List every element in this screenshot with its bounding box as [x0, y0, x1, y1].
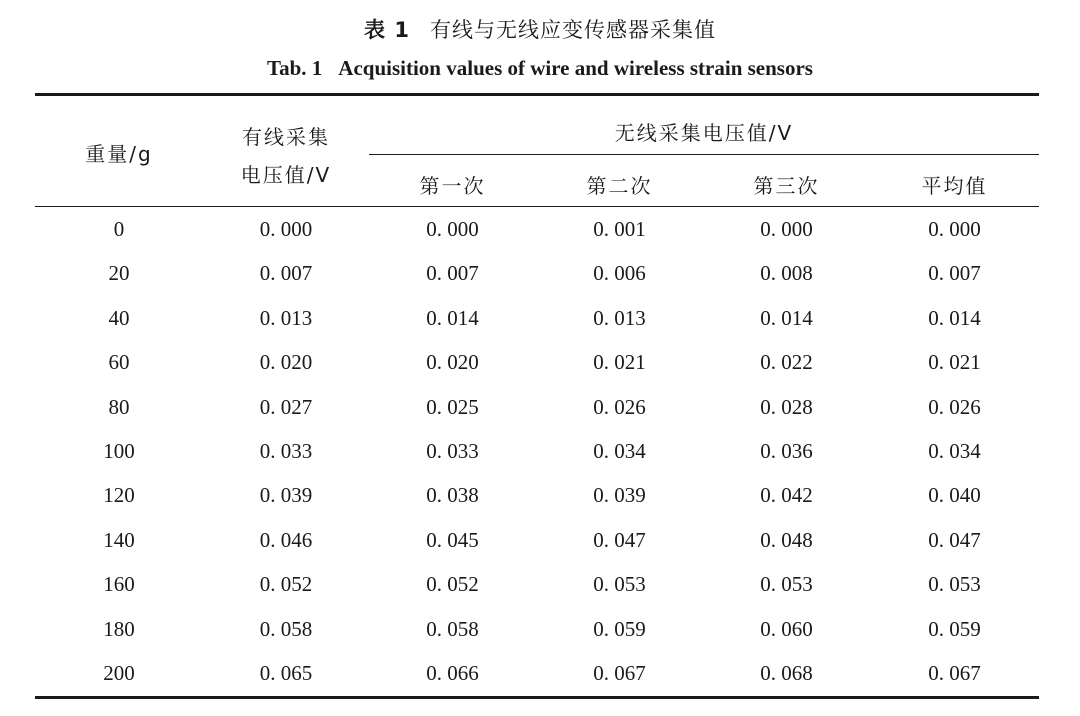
cell-weight: 20 — [108, 261, 130, 286]
cell-wireless-average: 0. 034 — [928, 438, 981, 463]
table-row — [35, 651, 1039, 695]
table-row — [35, 473, 1039, 517]
caption-english — [0, 56, 1080, 81]
cell-wireless-first: 0. 000 — [426, 217, 479, 241]
cell-wireless-first: 0. 038 — [426, 483, 479, 508]
cell-wireless-average: 0. 014 — [928, 305, 981, 330]
cell-wireless-third: 0. 008 — [760, 261, 813, 286]
cell-wireless-second: 0. 053 — [593, 572, 646, 597]
cell-wireless-second: 0. 059 — [593, 616, 646, 641]
table-row — [35, 518, 1039, 562]
cell-weight: 180 — [103, 616, 135, 641]
cell-wireless-third: 0. 042 — [760, 483, 813, 508]
cell-wireless-average: 0. 053 — [928, 572, 981, 597]
header-wireless-group: 无线采集电压值/V — [614, 121, 794, 145]
table-row — [35, 296, 1039, 340]
cell-weight: 80 — [108, 394, 130, 419]
caption-chinese — [0, 14, 1080, 44]
cell-wired: 0. 007 — [259, 261, 313, 286]
cell-wireless-first: 0. 025 — [426, 394, 479, 419]
cell-weight: 140 — [103, 527, 135, 552]
header-weight: 重量/g — [85, 142, 153, 166]
header-wired-line2: 电压值/V — [240, 163, 332, 187]
cell-weight: 100 — [103, 438, 135, 463]
cell-wireless-average: 0. 007 — [928, 261, 981, 286]
cell-wireless-second: 0. 026 — [593, 394, 646, 419]
caption-en-title: Acquisition values of wire and wireless strain sensors — [338, 56, 813, 80]
caption-cn-title: 有线与无线应变传感器采集值 — [429, 18, 716, 42]
cell-wireless-average: 0. 059 — [928, 616, 981, 641]
cell-wired: 0. 046 — [259, 527, 313, 552]
cell-wireless-second: 0. 006 — [593, 261, 646, 286]
cell-wireless-second: 0. 034 — [593, 438, 646, 463]
cell-wireless-first: 0. 007 — [426, 261, 479, 286]
table-row — [35, 607, 1039, 651]
cell-weight: 160 — [103, 572, 135, 597]
cell-wired: 0. 052 — [259, 572, 313, 597]
cell-wireless-average: 0. 047 — [928, 527, 981, 552]
cell-wireless-third: 0. 022 — [760, 350, 813, 375]
cell-wireless-third: 0. 053 — [760, 572, 813, 597]
cell-wireless-average: 0. 067 — [928, 660, 981, 685]
cell-weight: 120 — [103, 483, 135, 508]
cell-wireless-average: 0. 021 — [928, 350, 981, 375]
table-row — [35, 340, 1039, 384]
cell-wired: 0. 020 — [259, 350, 313, 375]
cell-wired: 0. 027 — [259, 394, 313, 419]
caption-en-number: Tab. 1 — [267, 56, 323, 80]
header-wireless-second: 第二次 — [586, 174, 653, 198]
cell-wireless-first: 0. 033 — [426, 438, 479, 463]
cell-wireless-second: 0. 021 — [593, 350, 646, 375]
header-wireless-average: 平均值 — [921, 174, 988, 198]
cell-wireless-first: 0. 020 — [426, 350, 479, 375]
cell-wireless-third: 0. 000 — [760, 217, 813, 241]
cell-wireless-third: 0. 068 — [760, 660, 813, 685]
cell-wireless-second: 0. 013 — [593, 305, 646, 330]
cell-weight: 40 — [108, 305, 130, 330]
cell-wireless-second: 0. 067 — [593, 660, 646, 685]
cell-weight: 60 — [108, 350, 130, 375]
cell-wireless-third: 0. 060 — [760, 616, 813, 641]
caption-cn-number: 表 1 — [364, 18, 410, 42]
cell-wired: 0. 000 — [259, 217, 313, 241]
cell-wireless-first: 0. 014 — [426, 305, 479, 330]
cell-weight: 0 — [113, 217, 125, 241]
header-wireless-third: 第三次 — [753, 174, 820, 198]
cell-wireless-second: 0. 039 — [593, 483, 646, 508]
table-row — [35, 251, 1039, 295]
header-wireless-first: 第一次 — [419, 174, 486, 198]
cell-wireless-first: 0. 045 — [426, 527, 479, 552]
cell-wireless-first: 0. 058 — [426, 616, 479, 641]
wireless-group-rule — [369, 154, 1039, 155]
table-row — [35, 207, 1039, 251]
table-body — [35, 207, 1039, 695]
cell-wireless-average: 0. 000 — [928, 217, 981, 241]
cell-wired: 0. 065 — [259, 660, 313, 685]
cell-wired: 0. 033 — [259, 438, 313, 463]
cell-wireless-average: 0. 026 — [928, 394, 981, 419]
cell-wireless-second: 0. 001 — [593, 217, 646, 241]
header-wired-line1: 有线采集 — [242, 125, 330, 149]
table-row — [35, 385, 1039, 429]
cell-wireless-third: 0. 048 — [760, 527, 813, 552]
cell-wireless-third: 0. 036 — [760, 438, 813, 463]
cell-wired: 0. 039 — [259, 483, 313, 508]
cell-wired: 0. 013 — [259, 305, 313, 330]
cell-wireless-third: 0. 014 — [760, 305, 813, 330]
table-row — [35, 562, 1039, 606]
cell-wireless-third: 0. 028 — [760, 394, 813, 419]
table-row — [35, 429, 1039, 473]
cell-wired: 0. 058 — [259, 616, 313, 641]
cell-wireless-first: 0. 066 — [426, 660, 479, 685]
table-top-rule — [35, 93, 1039, 96]
cell-weight: 200 — [103, 660, 135, 685]
table-bottom-rule — [35, 696, 1039, 699]
cell-wireless-average: 0. 040 — [928, 483, 981, 508]
cell-wireless-first: 0. 052 — [426, 572, 479, 597]
cell-wireless-second: 0. 047 — [593, 527, 646, 552]
